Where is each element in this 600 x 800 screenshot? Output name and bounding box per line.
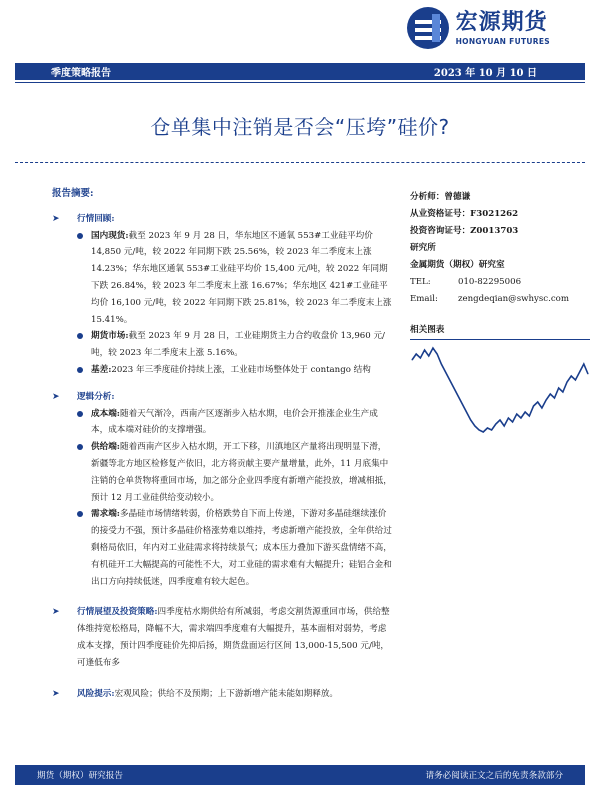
bullet-text: 随着天气渐冷，西南产区逐渐步入枯水期，电价会开推涨企业生产成本，成本端对硅价的支撑增强。 [91, 408, 378, 436]
title-divider [15, 162, 585, 163]
data-point [474, 426, 475, 427]
bullet-dot-icon [77, 411, 83, 417]
data-point [516, 414, 517, 415]
data-point [525, 412, 526, 413]
data-point [537, 402, 538, 403]
series-line [412, 348, 588, 432]
price-line-chart [410, 340, 590, 440]
footer-band [15, 765, 585, 785]
bullet-dot-icon [77, 367, 83, 373]
bullet-text: 截至 2023 年 9 月 28 日，华东地区不通氧 553#工业硅平均价 14,850 元/吨，较 2022 年同期下跌 25.56%，较 2023 年二季度末上涨 14.23%；华东地区通氧 553#工业硅平均价 15,400 元/吨，较 2022 年同期下跌 26.84%，较 2023 年二季度末上涨 16.67%；华东地区 421#工业硅平均价 16,100 元/吨，较 2022 年同期下跌 25.81%，较 2023 年二季度末上涨 15.41%。 [91, 230, 392, 325]
data-point [529, 416, 530, 417]
data-point [495, 424, 496, 425]
bullet-heading: 成本端: [91, 408, 120, 419]
analyst-email-row [410, 291, 590, 308]
analyst-cert: 从业资格证号：F3021262 [410, 209, 519, 219]
analyst-department: 金属期货（期权）研究室 [410, 260, 505, 270]
analyst-info [410, 189, 590, 308]
bullet-dot-icon [77, 333, 83, 339]
data-point [533, 406, 534, 407]
bullet-dot-icon [77, 233, 83, 239]
analyst-advisory-cert: 投资咨询证号：Z0013703 [410, 226, 519, 236]
analyst-phone-row [410, 274, 590, 291]
section-risk-warning [52, 686, 392, 703]
bullet-text: 多晶硅市场情绪转弱，价格跌势自下而上传递，下游对多晶硅继续涨价的接受力不强，预计多晶硅价格涨势难以维持，考虑新增产能投放，全年供给过剩格局依旧，年内对工业硅需求将持续景气；成本压力叠加下游买盘情绪不高，有机硅开工大幅提高的可能性不大，对工业硅的需求难有大幅提升；硅铝合金和出口方向持续低迷，四季度难有较大起色。 [91, 509, 392, 587]
bullet-dot-icon [77, 444, 83, 450]
data-point [588, 374, 589, 375]
bullet-heading: 期货市场: [91, 331, 129, 342]
data-point [487, 428, 488, 429]
data-point [412, 360, 413, 361]
bullet-dot-icon [77, 511, 83, 517]
data-point [558, 388, 559, 389]
arrow-icon: ➤ [52, 607, 60, 618]
data-point [441, 364, 442, 365]
footer-disclaimer: 请务必阅读正文之后的免责条款部分 [425, 771, 563, 781]
section-logic-analysis [52, 389, 392, 591]
summary-label: 报告摘要: [52, 188, 94, 199]
bullet-item [77, 328, 392, 362]
related-chart-title: 相关图表 [410, 325, 445, 335]
bullet-heading: 国内现货: [91, 230, 129, 241]
phone-value: 010-82295006 [458, 277, 522, 287]
data-point [420, 358, 421, 359]
report-type: 季度策略报告 [51, 68, 111, 79]
bullet-item [77, 362, 392, 379]
data-point [458, 396, 459, 397]
phone-label: TEL: [410, 277, 431, 287]
data-point [521, 418, 522, 419]
data-point [466, 412, 467, 413]
section-outlook-strategy [52, 604, 392, 671]
report-date: 2023 年 10 月 10 日 [433, 68, 537, 79]
related-chart [410, 323, 590, 453]
data-point [554, 398, 555, 399]
data-point [504, 426, 505, 427]
bullet-item [77, 439, 392, 506]
logo-chinese-name: 宏源期货 [455, 9, 548, 35]
data-point [571, 376, 572, 377]
data-point [542, 408, 543, 409]
section-heading: 行情回顾: [77, 213, 115, 224]
analyst-name: 分析师：曾德谦 [410, 192, 471, 202]
bullet-heading: 基差: [91, 364, 112, 375]
email-label: Email: [410, 294, 438, 304]
section-heading: 风险提示: [77, 688, 115, 699]
bullet-heading: 需求端: [91, 509, 120, 520]
summary-column [52, 186, 392, 706]
data-point [454, 388, 455, 389]
arrow-icon: ➤ [52, 688, 60, 699]
data-point [491, 430, 492, 431]
data-point [583, 364, 584, 365]
data-point [449, 380, 450, 381]
section-text: 四季度枯水期供给有所减弱，考虑交割货源重回市场，供给整体维持宽松格局，降幅不大，需求端四季度难有大幅提升，基本面相对弱势，考虑成本支撑，预计四季度硅价先抑后扬，期货盘面运行区间 13,000-15,500 元/吨，可逢低布多 [77, 607, 390, 668]
email-value[interactable]: zengdeqian@swhysc.com [458, 294, 569, 304]
data-point [424, 350, 425, 351]
header-divider [15, 82, 585, 83]
data-point [562, 392, 563, 393]
footer-left-text: 期货（期权）研究报告 [37, 771, 123, 781]
data-point [500, 420, 501, 421]
data-point [546, 400, 547, 401]
data-point [512, 422, 513, 423]
bullet-item [77, 506, 392, 590]
bullet-heading: 供给端: [91, 442, 120, 453]
data-point [567, 382, 568, 383]
data-point [579, 372, 580, 373]
report-title: 仓单集中注销是否会“压垮”硅价? [150, 115, 450, 139]
bullet-text: 截至 2023 年 9 月 28 日，工业硅期货主力合约收盘价 13,960 元/吨，较 2023 年二季度末上涨 5.16%。 [91, 331, 385, 359]
logo-emblem-icon [406, 6, 450, 50]
company-logo [406, 6, 550, 50]
data-point [575, 380, 576, 381]
bullet-text: 2023 年三季度硅价持续上涨，工业硅市场整体处于 contango 结构 [111, 364, 371, 375]
data-point [470, 420, 471, 421]
arrow-icon: ➤ [52, 213, 60, 224]
data-point [462, 404, 463, 405]
section-text: 宏观风险；供给不及预期；上下游新增产能未能如期释放。 [114, 688, 339, 699]
data-point [437, 354, 438, 355]
bullet-item [77, 406, 392, 440]
bullet-text: 随着西南产区步入枯水期，开工下移，川滇地区产量将出现明显下滑，新疆等北方地区检修复产依旧，北方将贡献主要产量增量，此外，11 月底集中注销的仓单货物将重回市场，加之部分企业四季度有新增产能投放，增减相抵，预计 12 月工业硅供给变动较小。 [91, 442, 392, 503]
arrow-icon: ➤ [52, 391, 60, 402]
data-point [433, 348, 434, 349]
data-point [445, 372, 446, 373]
data-point [479, 430, 480, 431]
data-point [550, 394, 551, 395]
data-point [428, 356, 429, 357]
section-heading: 行情展望及投资策略: [77, 607, 158, 618]
logo-english-name: HONGYUAN FUTURES [455, 36, 550, 46]
section-market-review [52, 211, 392, 379]
bullet-item [77, 228, 392, 329]
analyst-role: 研究所 [410, 243, 436, 253]
data-point [416, 354, 417, 355]
header-band [15, 63, 585, 80]
data-point [483, 432, 484, 433]
section-heading: 逻辑分析: [77, 391, 115, 402]
data-point [508, 418, 509, 419]
